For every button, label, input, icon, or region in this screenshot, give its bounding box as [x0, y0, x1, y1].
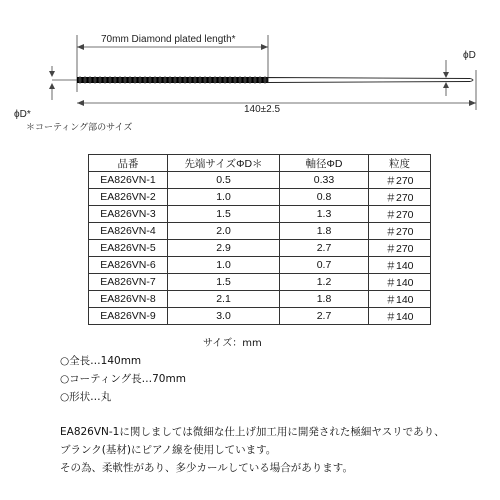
table-row — [89, 274, 431, 291]
arrow-head — [261, 44, 268, 50]
header-part-number: 品番 — [89, 155, 168, 172]
cell-part-number: EA826VN-9 — [89, 308, 168, 325]
plated-grain — [93, 76, 96, 83]
cell-tip-size: 0.5 — [168, 172, 280, 189]
plated-grain — [193, 76, 196, 83]
table-row — [89, 206, 431, 223]
arrow-head — [49, 71, 55, 77]
plated-grain — [243, 76, 246, 83]
plated-grain — [128, 76, 131, 83]
file-shank — [268, 78, 473, 83]
plated-grain — [118, 76, 121, 83]
paragraph-line: EA826VN-1に関しましては微細な仕上げ加工用に開発された極細ヤスリであり、 — [60, 426, 445, 438]
plated-grain — [143, 76, 146, 83]
cell-grit: ＃270 — [369, 240, 431, 257]
plated-grain — [103, 76, 106, 83]
technical-drawing — [0, 0, 500, 150]
plated-grain — [133, 76, 136, 83]
plated-grain — [258, 76, 261, 83]
cell-tip-size: 2.0 — [168, 223, 280, 240]
cell-grit: ＃270 — [369, 172, 431, 189]
plated-grain — [233, 76, 236, 83]
plated-grain — [173, 76, 176, 83]
plated-grain — [113, 76, 116, 83]
cell-tip-size: 1.5 — [168, 274, 280, 291]
cell-tip-size: 2.9 — [168, 240, 280, 257]
table-header-row — [89, 155, 431, 172]
plated-grain — [98, 76, 101, 83]
cell-shaft-diameter: 1.2 — [280, 274, 369, 291]
table-row — [89, 308, 431, 325]
cell-part-number: EA826VN-7 — [89, 274, 168, 291]
plated-grain — [178, 76, 181, 83]
plated-grain — [248, 76, 251, 83]
cell-grit: ＃140 — [369, 308, 431, 325]
cell-shaft-diameter: 1.8 — [280, 223, 369, 240]
plated-grain — [253, 76, 256, 83]
table-row — [89, 172, 431, 189]
cell-shaft-diameter: 0.8 — [280, 189, 369, 206]
plated-grain — [88, 76, 91, 83]
plated-grain — [148, 76, 151, 83]
plated-grain — [203, 76, 206, 83]
cell-shaft-diameter: 1.8 — [280, 291, 369, 308]
cell-grit: ＃270 — [369, 189, 431, 206]
cell-part-number: EA826VN-2 — [89, 189, 168, 206]
plated-grain — [83, 76, 86, 83]
note-coating-length: ○コーティング長…70mm — [60, 373, 186, 385]
phi-d-label: ϕD — [463, 50, 476, 61]
spec-notes — [60, 352, 186, 406]
table-row — [89, 291, 431, 308]
plated-grain — [198, 76, 201, 83]
plated-grain — [108, 76, 111, 83]
spec-table — [88, 154, 431, 325]
plated-grain — [78, 76, 81, 83]
cell-part-number: EA826VN-6 — [89, 257, 168, 274]
cell-grit: ＃140 — [369, 291, 431, 308]
plated-length-label: 70mm Diamond plated length* — [101, 34, 236, 45]
cell-tip-size: 2.1 — [168, 291, 280, 308]
plated-grain — [228, 76, 231, 83]
table-row — [89, 257, 431, 274]
arrow-head — [77, 100, 84, 106]
paragraph-line: ブランク(基材)にピアノ線を使用しています。 — [60, 444, 277, 456]
arrow-head — [443, 72, 449, 78]
table-row — [89, 240, 431, 257]
plated-grain — [213, 76, 216, 83]
description-paragraph — [60, 423, 445, 477]
plated-grain — [153, 76, 156, 83]
plated-grain — [138, 76, 141, 83]
cell-part-number: EA826VN-3 — [89, 206, 168, 223]
phi-d-star-label: ϕD* — [14, 109, 31, 120]
arrow-head — [49, 83, 55, 89]
plated-grain — [123, 76, 126, 83]
cell-grit: ＃140 — [369, 257, 431, 274]
cell-shaft-diameter: 0.33 — [280, 172, 369, 189]
header-shaft-diameter: 軸径ΦD — [280, 155, 369, 172]
coating-size-note: ＊コーティング部のサイズ — [26, 122, 133, 132]
plated-grain — [218, 76, 221, 83]
cell-tip-size: 1.5 — [168, 206, 280, 223]
cell-tip-size: 3.0 — [168, 308, 280, 325]
arrow-head — [469, 100, 476, 106]
cell-grit: ＃270 — [369, 206, 431, 223]
plated-grain — [183, 76, 186, 83]
plated-grain — [263, 76, 266, 83]
cell-shaft-diameter: 2.7 — [280, 240, 369, 257]
table-row — [89, 223, 431, 240]
cell-grit: ＃140 — [369, 274, 431, 291]
note-shape: ○形状…丸 — [60, 391, 112, 403]
header-tip-size: 先端サイズΦD＊ — [168, 155, 280, 172]
cell-part-number: EA826VN-1 — [89, 172, 168, 189]
cell-shaft-diameter: 0.7 — [280, 257, 369, 274]
paragraph-line: その為、柔軟性があり、多少カールしている場合があります。 — [60, 462, 353, 474]
cell-part-number: EA826VN-5 — [89, 240, 168, 257]
header-grit: 粒度 — [369, 155, 431, 172]
total-length-label: 140±2.5 — [244, 104, 281, 115]
cell-part-number: EA826VN-4 — [89, 223, 168, 240]
plated-grain — [168, 76, 171, 83]
arrow-head — [443, 82, 449, 88]
plated-grain — [188, 76, 191, 83]
cell-shaft-diameter: 1.3 — [280, 206, 369, 223]
plated-grain — [163, 76, 166, 83]
cell-tip-size: 1.0 — [168, 189, 280, 206]
cell-part-number: EA826VN-8 — [89, 291, 168, 308]
arrow-head — [77, 44, 84, 50]
plated-grain — [208, 76, 211, 83]
note-total-length: ○全長…140mm — [60, 355, 142, 367]
table-row — [89, 189, 431, 206]
plated-grain — [238, 76, 241, 83]
cell-tip-size: 1.0 — [168, 257, 280, 274]
plated-grain — [223, 76, 226, 83]
size-unit-note: サイズ：mm — [203, 338, 262, 349]
plated-grain — [158, 76, 161, 83]
cell-grit: ＃270 — [369, 223, 431, 240]
cell-shaft-diameter: 2.7 — [280, 308, 369, 325]
